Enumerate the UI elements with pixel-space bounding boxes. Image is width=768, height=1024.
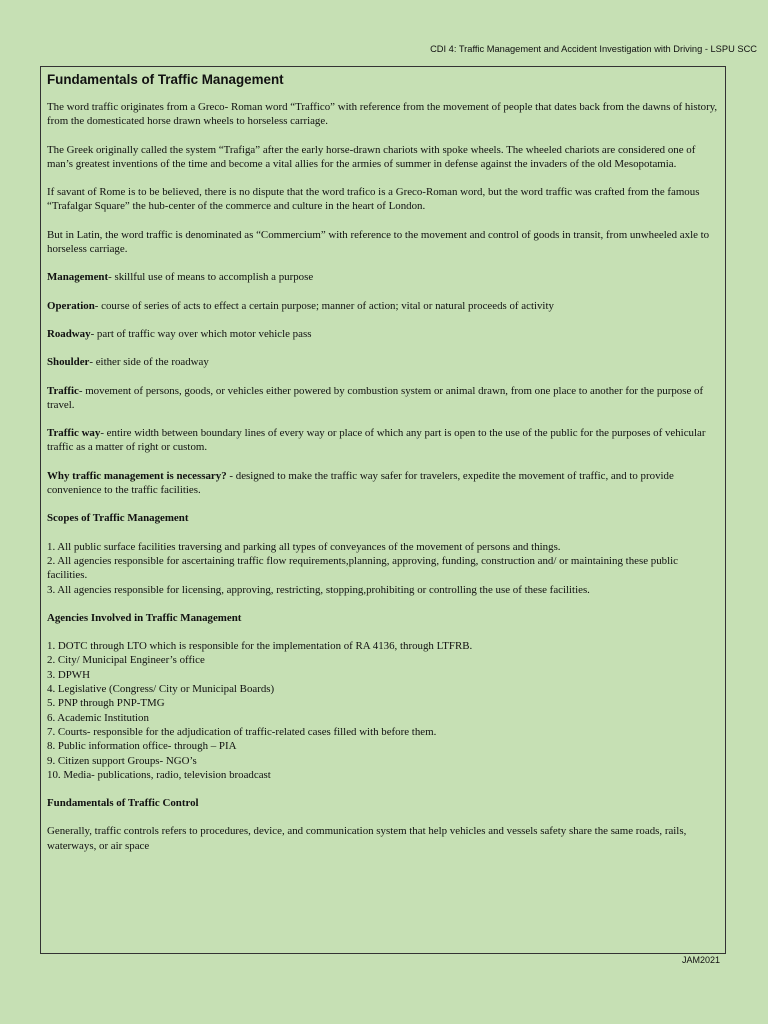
definition-term: Traffic way bbox=[47, 427, 101, 440]
list-item: 9. Citizen support Groups- NGO’s bbox=[47, 754, 197, 767]
definition-text: - part of traffic way over which motor vehicle pass bbox=[90, 327, 312, 340]
list-item: 10. Media- publications, radio, television broadcast bbox=[47, 768, 271, 781]
definition-text: - movement of persons, goods, or vehicles either powered by combustion system or animal drawn, from one place to another for the purpose of travel. bbox=[47, 384, 704, 411]
list-item: 3. All agencies responsible for licensing, approving, restricting, stopping,prohibiting or controlling the use of these facilities. bbox=[47, 583, 590, 596]
definition-text: - skillful use of means to accomplish a purpose bbox=[108, 271, 314, 284]
paragraph: The Greek originally called the system “Trafiga” after the early horse-drawn chariots with spoke wheels. The wheeled chariots are considered one of man’s greatest inventions of the time and become a vital allies for the armies of summer in defense against the invaders of the old Mesopotamia. bbox=[47, 143, 696, 170]
definition-roadway bbox=[47, 327, 719, 341]
paragraph: But in Latin, the word traffic is denominated as “Commercium” with reference to the movement and control of goods in transit, from unwheeled axle to horseless carriage. bbox=[47, 228, 710, 256]
page-footer: JAM2021 bbox=[681, 955, 720, 965]
list-item: 2. City/ Municipal Engineer’s office bbox=[47, 654, 205, 667]
list-item: 4. Legislative (Congress/ City or Municipal Boards) bbox=[47, 683, 275, 696]
list-item: 2. All agencies responsible for ascertaining traffic flow requirements,planning, approving, funding, construction and/ or maintaining these public facilities. bbox=[47, 554, 678, 582]
definition-term: Why traffic management is necessary? bbox=[47, 469, 227, 482]
list-item: 5. PNP through PNP-TMG bbox=[47, 697, 165, 710]
definition-management bbox=[47, 270, 719, 284]
definition-operation bbox=[47, 299, 719, 313]
definition-term: Traffic bbox=[47, 384, 79, 397]
definition-text: - course of series of acts to effect a certain purpose; manner of action; vital or natural proceeds of activity bbox=[94, 299, 554, 312]
definition-traffic bbox=[47, 384, 719, 413]
list-item: 1. DOTC through LTO which is responsible for the implementation of RA 4136, through LTFRB. bbox=[47, 640, 473, 653]
list-item: 3. DPWH bbox=[47, 668, 90, 681]
control-text: Generally, traffic controls refers to procedures, device, and communication system that help vehicles and vessels safety share the same roads, rails, waterways, or air space bbox=[47, 825, 687, 852]
definition-term: Operation bbox=[47, 299, 95, 312]
definition-text: - designed to make the traffic way safer for travelers, expedite the movement of traffic, and to provide convenience to the traffic facilities. bbox=[47, 469, 674, 497]
scopes-heading: Scopes of Traffic Management bbox=[47, 512, 189, 525]
definition-text: - entire width between boundary lines of every way or place of which any part is open to the use of the public for the purposes of vehicular traffic as a matter of right or custom. bbox=[47, 427, 706, 454]
content-frame bbox=[40, 66, 726, 954]
definition-text: - either side of the roadway bbox=[89, 356, 209, 369]
list-item: 7. Courts- responsible for the adjudication of traffic-related cases filled with before them. bbox=[47, 725, 437, 738]
definition-traffic-way bbox=[47, 426, 719, 455]
agencies-list bbox=[47, 639, 719, 782]
definition-why-necessary bbox=[47, 469, 719, 498]
document-title: Fundamentals of Traffic Management bbox=[47, 72, 284, 87]
paragraph: The word traffic originates from a Greco- Roman word “Traffico” with reference from the movement of people that dates back from the dawns of history, from the domesticated horse drawn wheels to horseless carriage. bbox=[47, 101, 718, 128]
scopes-list bbox=[47, 540, 719, 597]
page-header: CDI 4: Traffic Management and Accident Investigation with Driving - LSPU SCC bbox=[430, 44, 757, 54]
list-item: 1. All public surface facilities traversing and parking all types of conveyances of the movement of persons and things. bbox=[47, 540, 561, 553]
definition-shoulder bbox=[47, 355, 719, 369]
agencies-heading: Agencies Involved in Traffic Management bbox=[47, 611, 242, 624]
list-item: 6. Academic Institution bbox=[47, 711, 149, 724]
control-heading: Fundamentals of Traffic Control bbox=[47, 797, 199, 810]
list-item: 8. Public information office- through – PIA bbox=[47, 740, 237, 753]
definition-term: Management bbox=[47, 271, 109, 284]
definition-term: Shoulder bbox=[47, 356, 90, 369]
paragraph: If savant of Rome is to be believed, there is no dispute that the word trafico is a Greco-Roman word, but the word traffic was crafted from the famous “Trafalgar Square” the hub-center of the commerce and culture in the heart of London. bbox=[47, 186, 700, 213]
definition-term: Roadway bbox=[47, 327, 91, 340]
